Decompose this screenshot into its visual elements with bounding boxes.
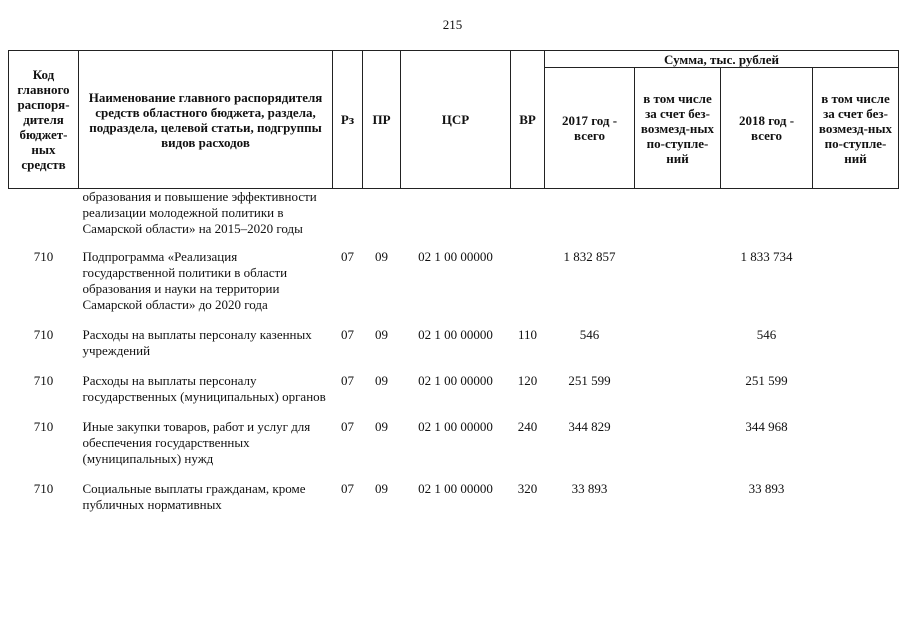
cell-pr — [363, 189, 401, 250]
cell-name: Иные закупки товаров, работ и услуг для обеспечения государственных (муниципальных) нужд — [82, 419, 311, 466]
header-csr: ЦСР — [401, 51, 511, 189]
table-row — [9, 373, 899, 419]
table-header — [9, 51, 899, 189]
cell-2017-free — [635, 419, 721, 481]
cell-vr — [511, 189, 545, 250]
cell-name: Расходы на выплаты персоналу казенных учреждений — [82, 327, 312, 358]
cell-code: 710 — [33, 481, 54, 496]
cell-2017-free — [635, 189, 721, 250]
cell-2017-free — [635, 481, 721, 527]
header-sum: Сумма, тыс. рублей — [545, 51, 899, 68]
cell-code: 710 — [33, 419, 54, 434]
cell-csr: 02 1 00 00000 — [418, 481, 493, 496]
cell-pr: 09 — [375, 373, 388, 388]
cell-rz: 07 — [341, 481, 354, 496]
cell-2018-free — [813, 249, 899, 327]
cell-code: 710 — [33, 327, 54, 342]
cell-2018-total: 33 893 — [748, 481, 785, 496]
cell-code: 710 — [33, 373, 54, 388]
header-pr: ПР — [363, 51, 401, 189]
cell-rz: 07 — [341, 327, 354, 342]
cell-2017-total: 251 599 — [568, 373, 611, 388]
header-rz: Рз — [333, 51, 363, 189]
table-body — [9, 189, 899, 528]
cell-2018-free — [813, 481, 899, 527]
table-row — [9, 189, 899, 250]
header-vr: ВР — [511, 51, 545, 189]
cell-2017-free — [635, 327, 721, 373]
cell-name: Подпрограмма «Реализация государственной политики в области образования и науки на территории Самарской области» до 2020 года — [82, 249, 288, 312]
cell-2017-total: 33 893 — [571, 481, 608, 496]
cell-name: образования и повышение эффективности реализации молодежной политики в Самарской области» на 2015–2020 годы — [82, 189, 317, 236]
cell-2018-free — [813, 419, 899, 481]
table-row — [9, 249, 899, 327]
header-name: Наименование главного распорядителя средств областного бюджета, раздела, подраздела, целевой статьи, подгруппы видов расходов — [79, 51, 333, 189]
header-2018-total: 2018 год - всего — [721, 68, 813, 189]
header-2017-free: в том числе за счет без-возмезд-ных по-ступле-ний — [635, 68, 721, 189]
cell-vr — [511, 249, 545, 327]
cell-vr: 120 — [517, 373, 538, 388]
cell-pr: 09 — [375, 327, 388, 342]
cell-code — [9, 189, 79, 250]
header-code: Код главного распоря-дителя бюджет-ных средств — [9, 51, 79, 189]
cell-vr: 240 — [517, 419, 538, 434]
cell-2018-total: 1 833 734 — [740, 249, 793, 264]
cell-name: Социальные выплаты гражданам, кроме публичных нормативных — [82, 481, 306, 512]
cell-csr: 02 1 00 00000 — [418, 373, 493, 388]
cell-csr: 02 1 00 00000 — [418, 249, 493, 264]
cell-vr: 110 — [517, 327, 538, 342]
cell-2017-free — [635, 249, 721, 327]
cell-csr: 02 1 00 00000 — [418, 419, 493, 434]
table-row — [9, 419, 899, 481]
cell-2018-free — [813, 327, 899, 373]
cell-2017-free — [635, 373, 721, 419]
cell-rz: 07 — [341, 419, 354, 434]
cell-pr: 09 — [375, 419, 388, 434]
cell-2018-free — [813, 373, 899, 419]
budget-table — [8, 50, 899, 527]
cell-2018-free — [813, 189, 899, 250]
cell-2018-total — [721, 189, 813, 250]
cell-2017-total — [545, 189, 635, 250]
page-number: 215 — [442, 17, 463, 32]
cell-2018-total: 251 599 — [745, 373, 788, 388]
table-row — [9, 327, 899, 373]
cell-rz — [333, 189, 363, 250]
cell-code: 710 — [33, 249, 54, 264]
cell-rz: 07 — [341, 373, 354, 388]
cell-2018-total: 344 968 — [745, 419, 788, 434]
cell-2017-total: 546 — [579, 327, 600, 342]
cell-vr: 320 — [517, 481, 538, 496]
cell-rz: 07 — [341, 249, 354, 264]
table-row — [9, 481, 899, 527]
cell-2017-total: 344 829 — [568, 419, 611, 434]
cell-name: Расходы на выплаты персоналу государственных (муниципальных) органов — [82, 373, 326, 404]
cell-pr: 09 — [375, 249, 388, 264]
cell-csr: 02 1 00 00000 — [418, 327, 493, 342]
header-2017-total: 2017 год - всего — [545, 68, 635, 189]
cell-2018-total: 546 — [756, 327, 777, 342]
cell-pr: 09 — [375, 481, 388, 496]
cell-csr — [401, 189, 511, 250]
cell-2017-total: 1 832 857 — [563, 249, 616, 264]
header-2018-free: в том числе за счет без-возмезд-ных по-ступле-ний — [813, 68, 899, 189]
